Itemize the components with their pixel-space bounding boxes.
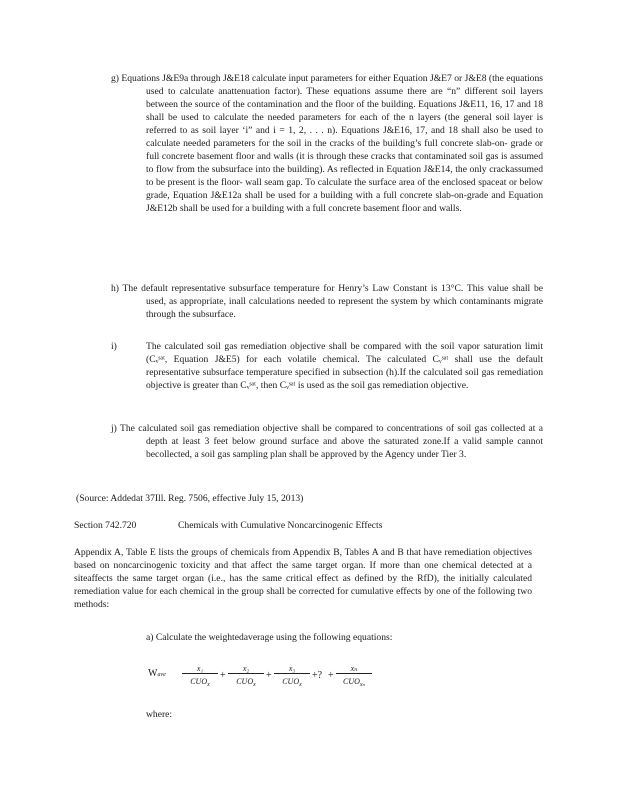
fraction-denominator-subscript: x (253, 682, 256, 688)
plus-sign: + (266, 670, 272, 681)
item-g (111, 72, 543, 215)
fraction-denominator-text: CUO (282, 677, 300, 686)
item-i-label: i) (111, 341, 117, 352)
fraction-denominator-text: CUO (343, 677, 360, 686)
equation-lhs-symbol: W (148, 668, 158, 679)
section-number: Section 742.720 (74, 520, 137, 531)
fraction-denominator (182, 674, 218, 686)
fraction-term-1 (182, 662, 218, 686)
fraction-denominator (336, 674, 372, 686)
fraction-denominator-text: CUO (190, 677, 208, 686)
where-label: where: (146, 709, 173, 720)
fraction-numerator: x₂ (228, 662, 264, 674)
item-h (111, 282, 543, 321)
fraction-denominator (274, 674, 310, 686)
item-j (111, 422, 543, 461)
weighted-average-equation (148, 662, 388, 692)
item-h-text: h) The default representative subsurface temperature for Henry’s Law Constant is 13°C. This value shall be used, as appropriate, inall calculations needed to represent the system by which contaminants migrate through the subsurface. (111, 283, 543, 320)
fraction-numerator: xₙ (336, 662, 372, 674)
fraction-term-3 (274, 662, 310, 686)
equation-lhs-subscript: ave (157, 672, 166, 678)
section-title: Chemicals with Cumulative Noncarcinogenic Effects (178, 520, 383, 531)
item-a: a) Calculate the weightedaverage using the following equations: (146, 632, 393, 643)
source-note: (Source: Addedat 37Ill. Reg. 7506, effective July 15, 2013) (76, 493, 304, 504)
plus-sign: + (220, 670, 226, 681)
item-g-text: g) Equations J&E9a through J&E18 calculate input parameters for either Equation J&E7 or J&E8 (the equations used to calculate anattenuation factor). These equations assume there are “n” different soil layers between the source of the contamination and the floor of the building. Equations J&E11, 16, 17 and 18 shall be used to calculate the needed parameters for each of the n layers (the general soil layer is referred to as soil layer ‘i” and i = 1, 2, . . . n). Equations J&E16, 17, and 18 shall also be used to calculate needed parameters for the soil in the cracks of the building’s full concrete slab-on- grade or full concrete basement floor and walls (it is through these cracks that contaminated soil gas is assumed to flow from the subsurface into the building). As reflected in Equation J&E14, the only crackassumed to be present is the floor- wall seam gap. To calculate the surface area of the enclosed spaceat or below grade, Equation J&E12a shall be used for a building with a full concrete slab-on-grade and Equation J&E12b shall be used for a building with a full concrete basement floor and walls. (111, 73, 543, 214)
plus-sign: + (328, 670, 334, 681)
appendix-paragraph: Appendix A, Table E lists the groups of chemicals from Appendix B, Tables A and B that have remediation objectives based on noncarcinogenic toxicity and that affect the same target organ. If more than one chemical detected at a siteaffects the same target organ (i.e., has the same critical effect as defined by the RfD), the initially calculated remediation value for each chemical in the group shall be corrected for cumulative effects by one of the following two methods: (74, 547, 532, 610)
fraction-denominator-subscript: xₙ (359, 682, 365, 688)
item-j-text: j) The calculated soil gas remediation objective shall be compared to concentrations of soil gas collected at a depth at least 3 feet below ground surface and above the saturated zone.If a valid sample cannot becollected, a soil gas sampling plan shall be approved by the Agency under Tier 3. (111, 423, 543, 460)
fraction-denominator (228, 674, 264, 686)
fraction-denominator-text: CUO (236, 677, 254, 686)
fraction-term-2 (228, 662, 264, 686)
item-i-text: The calculated soil gas remediation objective shall be compared with the soil vapor saturation limit (Cᵥˢᵃᵗ, Equation J&E5) for each volatile chemical. The calculated Cᵥˢᵃᵗ shall use the default representative subsurface temperature specified in subsection (h).If the calculated soil gas remediation objective is greater than Cᵥˢᵃᵗ, then Cᵥˢᵃᵗ is used as the soil gas remediation objective. (146, 341, 543, 391)
equation-lhs (148, 667, 166, 682)
ellipsis-term: +? (312, 670, 323, 681)
fraction-numerator: x₃ (274, 662, 310, 674)
fraction-term-n (336, 662, 372, 686)
item-i (111, 340, 543, 392)
fraction-denominator-subscript: x (207, 682, 210, 688)
fraction-denominator-subscript: x (299, 682, 302, 688)
fraction-numerator: x₁ (182, 662, 218, 674)
